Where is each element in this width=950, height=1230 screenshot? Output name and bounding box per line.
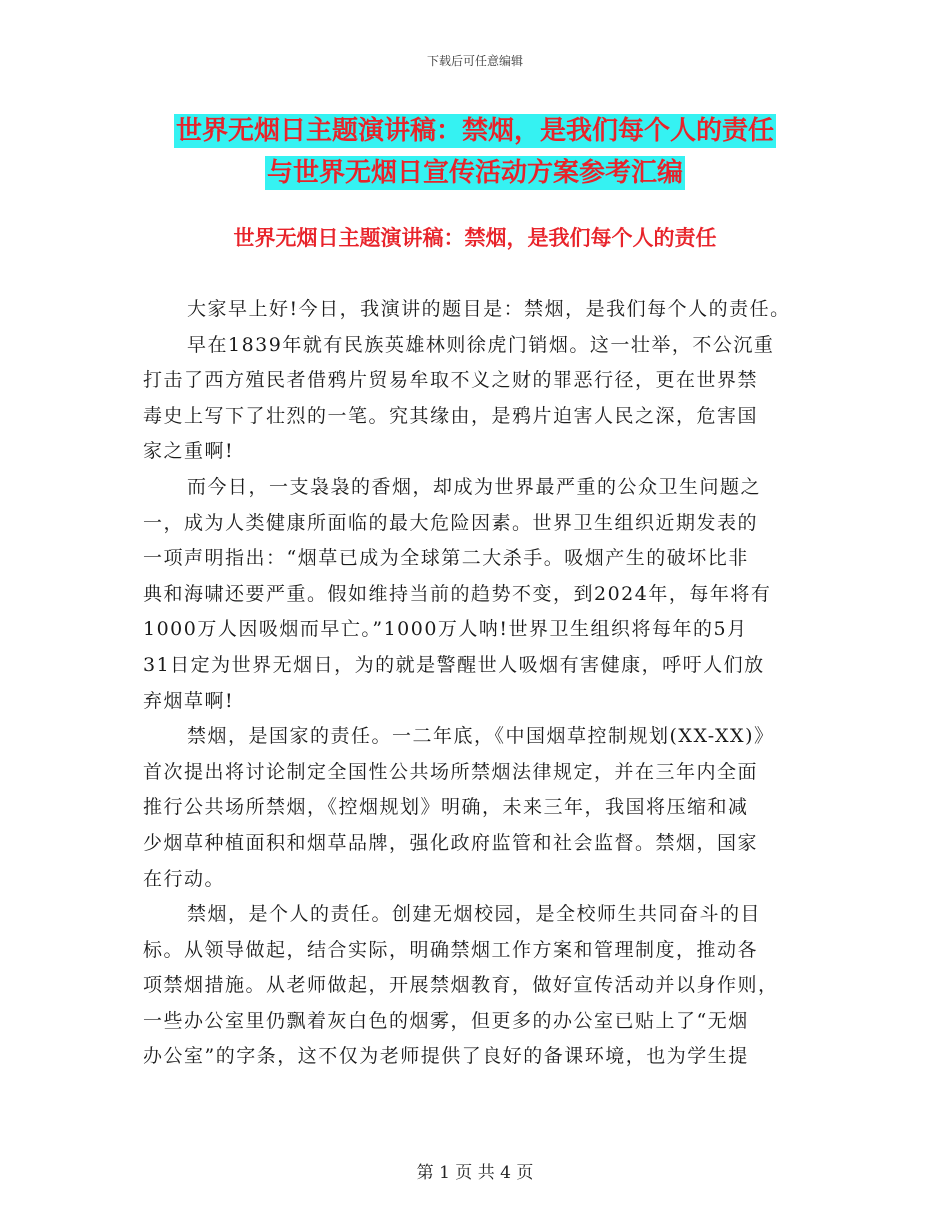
text-line: 31日定为世界无烟日，为的就是警醒世人吸烟有害健康，呼吁人们放 [143, 653, 765, 676]
text-line: 大家早上好!今日，我演讲的题目是：禁烟，是我们每个人的责任。 [187, 298, 791, 320]
page-footer: 第 1 页 共 4 页 [416, 1163, 534, 1183]
text-line: 推行公共场所禁烟，《控烟规划》明确，未来三年，我国将压缩和减 [143, 796, 749, 819]
header-note: 下载后可任意编辑 [426, 54, 523, 68]
text-line: 在行动。 [143, 867, 226, 890]
title-line-1 [0, 110, 950, 152]
text-line: 首次提出将讨论制定全国性公共场所禁烟法律规定，并在三年内全面 [143, 760, 759, 783]
text-line: 少烟草种植面积和烟草品牌，强化政府监管和社会监督。禁烟，国家 [143, 831, 759, 854]
text-line: 一些办公室里仍飘着灰白色的烟雾，但更多的办公室已贴上了“无烟 [143, 1009, 749, 1032]
text-line: 办公室”的字条，这不仅为老师提供了良好的备课环境，也为学生提 [143, 1045, 749, 1068]
text-line: 而今日，一支袅袅的香烟，却成为世界最严重的公众卫生问题之 [187, 475, 762, 498]
text-line: 打击了西方殖民者借鸦片贸易牟取不义之财的罪恶行径，更在世界禁 [143, 369, 759, 392]
text-line: 典和海啸还要严重。假如维持当前的趋势不变，到2024年，每年将有 [143, 582, 772, 605]
section-title: 世界无烟日主题演讲稿：禁烟，是我们每个人的责任 [233, 226, 717, 250]
text-line: 禁烟，是个人的责任。创建无烟校园，是全校师生共同奋斗的目 [187, 903, 762, 926]
document-title [0, 110, 950, 194]
text-line: 标。从领导做起，结合实际，明确禁烟工作方案和管理制度，推动各 [143, 938, 759, 961]
body-text [143, 292, 833, 1075]
title-line-2-text: 与世界无烟日宣传活动方案参考汇编 [266, 158, 683, 188]
text-line: 弃烟草啊! [143, 689, 235, 712]
text-line: 一项声明指出：“烟草已成为全球第二大杀手。吸烟产生的破坏比非 [143, 547, 749, 570]
title-line-1-text: 世界无烟日主题演讲稿：禁烟，是我们每个人的责任 [175, 116, 774, 146]
text-line: 项禁烟措施。从老师做起，开展禁烟教育，做好宣传活动并以身作则， [143, 974, 779, 997]
title-line-2 [0, 152, 950, 194]
text-line: 一，成为人类健康所面临的最大危险因素。世界卫生组织近期发表的 [143, 511, 759, 534]
text-line: 家之重啊! [143, 440, 235, 463]
text-line: 早在1839年就有民族英雄林则徐虎门销烟。这一壮举，不公沉重 [187, 333, 775, 356]
text-line: 禁烟，是国家的责任。一二年底，《中国烟草控制规划(XX-XX)》 [187, 725, 775, 748]
text-line: 毒史上写下了壮烈的一笔。究其缘由，是鸦片迫害人民之深，危害国 [143, 404, 759, 427]
text-line: 1000万人因吸烟而早亡。”1000万人呐!世界卫生组织将每年的5月 [143, 618, 748, 641]
